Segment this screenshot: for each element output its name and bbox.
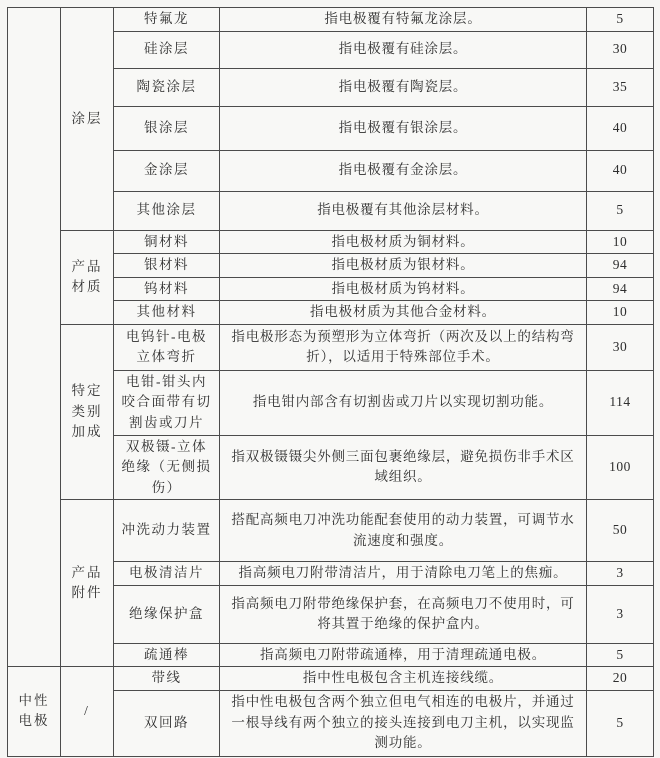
desc-cell: 指中性电极包含两个独立但电气相连的电极片，并通过一根导线有两个独立的接头连接到电刀主机，以实现监测功能。 bbox=[220, 690, 587, 756]
item-cell: 冲洗动力装置 bbox=[114, 500, 220, 562]
value-cell: 20 bbox=[587, 667, 654, 691]
table-row bbox=[8, 8, 654, 32]
item-cell: 金涂层 bbox=[114, 150, 220, 191]
desc-cell: 指电极材质为其他合金材料。 bbox=[220, 301, 587, 325]
value-cell: 30 bbox=[587, 31, 654, 68]
desc-cell: 指电极材质为铜材料。 bbox=[220, 230, 587, 254]
value-cell: 3 bbox=[587, 585, 654, 643]
desc-cell: 指电极覆有硅涂层。 bbox=[220, 31, 587, 68]
group-cell-material: 产品材质 bbox=[61, 230, 114, 324]
item-cell: 电钳-钳头内咬合面带有切割齿或刀片 bbox=[114, 370, 220, 435]
value-cell: 3 bbox=[587, 562, 654, 586]
value-cell: 5 bbox=[587, 191, 654, 230]
item-cell: 银涂层 bbox=[114, 106, 220, 150]
table-row bbox=[8, 324, 654, 370]
item-cell: 银材料 bbox=[114, 254, 220, 278]
value-cell: 10 bbox=[587, 301, 654, 325]
value-cell: 10 bbox=[587, 230, 654, 254]
desc-cell: 指高频电刀附带疏通棒，用于清理疏通电极。 bbox=[220, 643, 587, 667]
value-cell: 5 bbox=[587, 643, 654, 667]
item-cell: 铜材料 bbox=[114, 230, 220, 254]
desc-cell: 指电极覆有特氟龙涂层。 bbox=[220, 8, 587, 32]
category-cell-neutral-electrode: 中性电极 bbox=[8, 667, 61, 757]
desc-cell: 搭配高频电刀冲洗功能配套使用的动力装置，可调节水流速度和强度。 bbox=[220, 500, 587, 562]
desc-cell: 指电极形态为预塑形为立体弯折（两次及以上的结构弯折），以适用于特殊部位手术。 bbox=[220, 324, 587, 370]
item-cell: 钨材料 bbox=[114, 277, 220, 301]
desc-cell: 指电钳内部含有切割齿或刀片以实现切割功能。 bbox=[220, 370, 587, 435]
item-cell: 其他涂层 bbox=[114, 191, 220, 230]
desc-cell: 指中性电极包含主机连接线缆。 bbox=[220, 667, 587, 691]
desc-cell: 指电极覆有其他涂层材料。 bbox=[220, 191, 587, 230]
value-cell: 94 bbox=[587, 277, 654, 301]
item-cell: 其他材料 bbox=[114, 301, 220, 325]
desc-cell: 指双极镊镊尖外侧三面包裹绝缘层，避免损伤非手术区域组织。 bbox=[220, 435, 587, 500]
item-cell: 双回路 bbox=[114, 690, 220, 756]
value-cell: 100 bbox=[587, 435, 654, 500]
item-cell: 绝缘保护盒 bbox=[114, 585, 220, 643]
value-cell: 5 bbox=[587, 690, 654, 756]
group-cell-special-addon: 特定类别加成 bbox=[61, 324, 114, 500]
table-row bbox=[8, 230, 654, 254]
value-cell: 35 bbox=[587, 68, 654, 106]
desc-cell: 指电极覆有金涂层。 bbox=[220, 150, 587, 191]
desc-cell: 指电极覆有陶瓷层。 bbox=[220, 68, 587, 106]
item-cell: 硅涂层 bbox=[114, 31, 220, 68]
group-cell-accessories: 产品附件 bbox=[61, 500, 114, 667]
item-cell: 特氟龙 bbox=[114, 8, 220, 32]
table-row bbox=[8, 667, 654, 691]
classification-table bbox=[7, 7, 654, 757]
group-cell-slash: / bbox=[61, 667, 114, 757]
item-cell: 陶瓷涂层 bbox=[114, 68, 220, 106]
item-cell: 电钨针-电极立体弯折 bbox=[114, 324, 220, 370]
table-row bbox=[8, 500, 654, 562]
group-cell-coating: 涂层 bbox=[61, 8, 114, 231]
desc-cell: 指电极材质为银材料。 bbox=[220, 254, 587, 278]
item-cell: 带线 bbox=[114, 667, 220, 691]
value-cell: 30 bbox=[587, 324, 654, 370]
desc-cell: 指高频电刀附带清洁片，用于清除电刀笔上的焦痂。 bbox=[220, 562, 587, 586]
value-cell: 40 bbox=[587, 150, 654, 191]
item-cell: 疏通棒 bbox=[114, 643, 220, 667]
category-cell-blank bbox=[8, 8, 61, 667]
desc-cell: 指高频电刀附带绝缘保护套，在高频电刀不使用时，可将其置于绝缘的保护盒内。 bbox=[220, 585, 587, 643]
desc-cell: 指电极覆有银涂层。 bbox=[220, 106, 587, 150]
value-cell: 50 bbox=[587, 500, 654, 562]
item-cell: 电极清洁片 bbox=[114, 562, 220, 586]
value-cell: 40 bbox=[587, 106, 654, 150]
desc-cell: 指电极材质为钨材料。 bbox=[220, 277, 587, 301]
value-cell: 5 bbox=[587, 8, 654, 32]
value-cell: 94 bbox=[587, 254, 654, 278]
value-cell: 114 bbox=[587, 370, 654, 435]
item-cell: 双极镊-立体绝缘（无侧损伤） bbox=[114, 435, 220, 500]
